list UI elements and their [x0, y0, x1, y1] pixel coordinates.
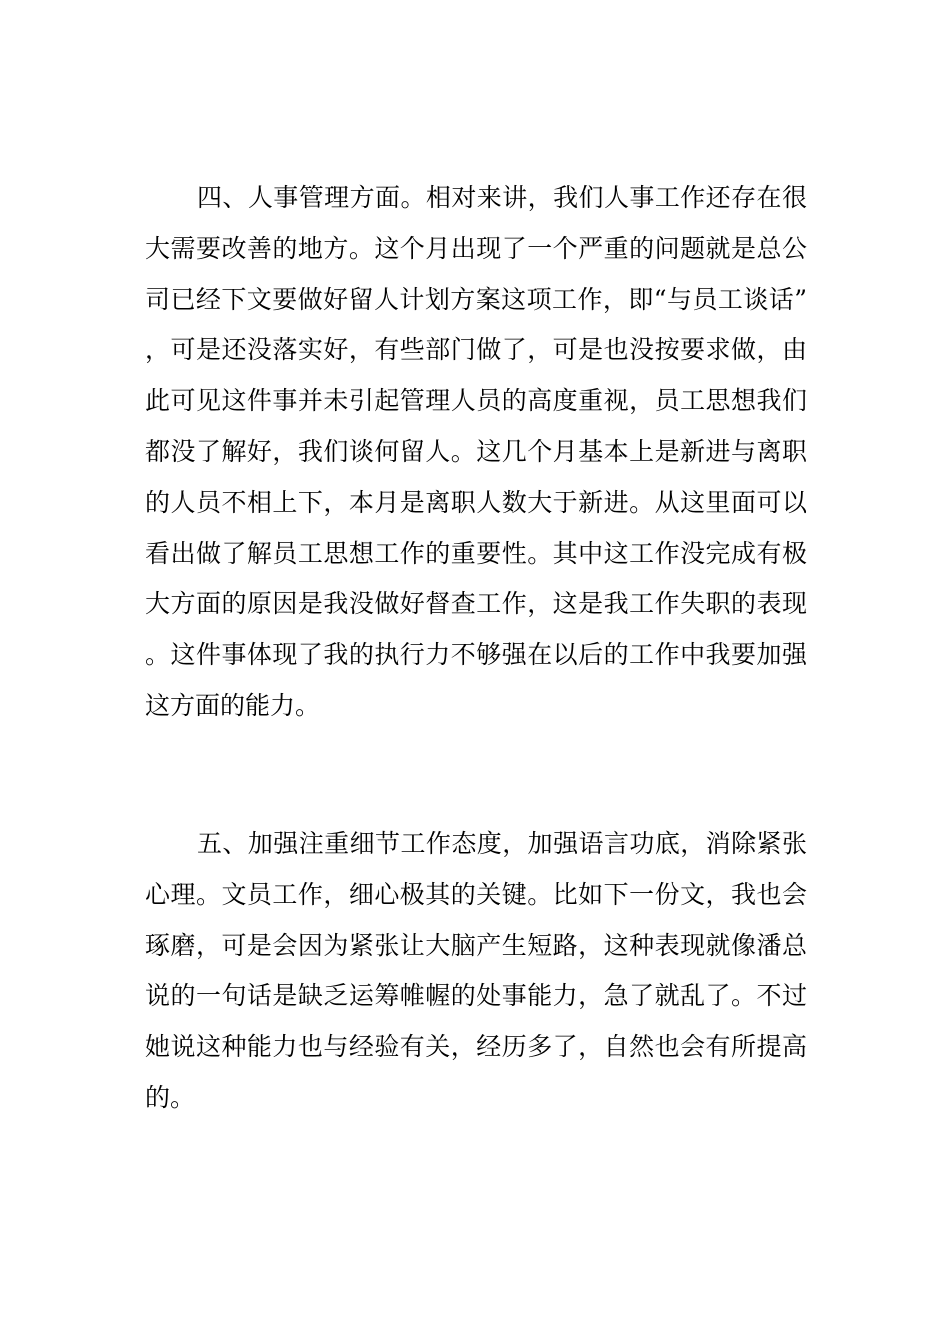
- paragraph-attention-to-detail: 五、加强注重细节工作态度，加强语言功底，消除紧张心理。文员工作，细心极其的关键。比如下一份文，我也会琢磨，可是会因为紧张让大脑产生短路，这种表现就像潘总说的一句话是缺乏运筹帷幄的处事能力，急了就乱了。不过她说这种能力也与经验有关，经历多了，自然也会有所提高的。: [145, 829, 807, 1112]
- paragraph-personnel-management: 四、人事管理方面。相对来讲，我们人事工作还存在很大需要改善的地方。这个月出现了一个严重的问题就是总公司已经下文要做好留人计划方案这项工作，即“与员工谈话”，可是还没落实好，有些部门做了，可是也没按要求做，由此可见这件事并未引起管理人员的高度重视，员工思想我们都没了解好，我们谈何留人。这几个月基本上是新进与离职的人员不相上下，本月是离职人数大于新进。从这里面可以看出做了解员工思想工作的重要性。其中这工作没完成有极大方面的原因是我没做好督查工作，这是我工作失职的表现。这件事体现了我的执行力不够强在以后的工作中我要加强这方面的能力。: [145, 183, 807, 720]
